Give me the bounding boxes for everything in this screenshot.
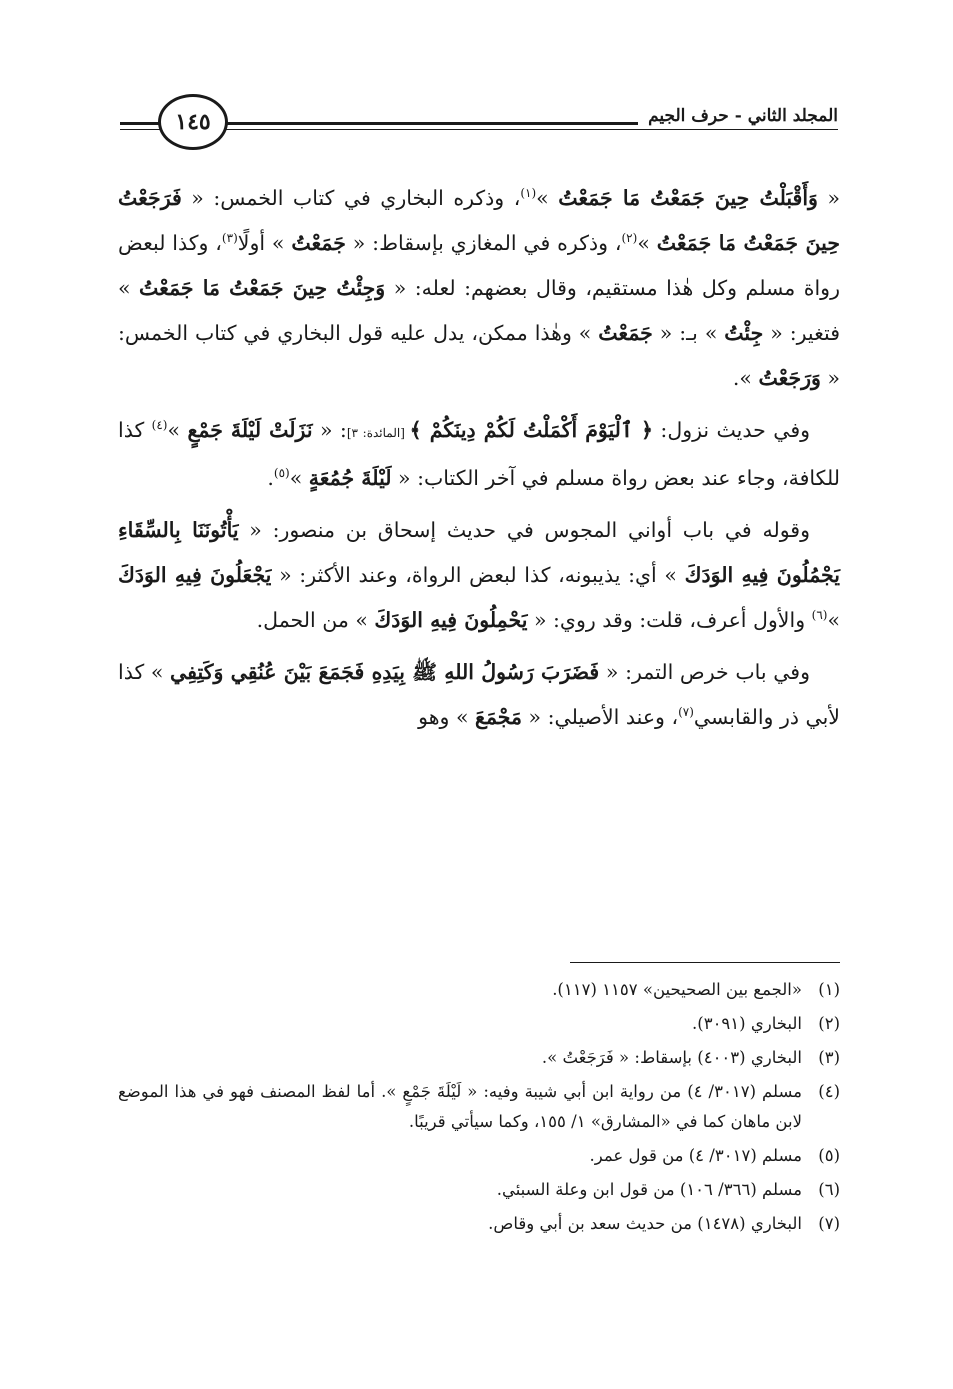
text-run: » وهو [418, 705, 476, 729]
footnote-number: (١) [818, 980, 840, 999]
text-run: وقوله في باب أواني المجوس في حديث إسحاق بن منصور: « [238, 518, 811, 542]
footnote-3 [118, 1043, 840, 1073]
verse-reference: [المائدة: ٣] [346, 426, 410, 440]
footnote-text: «الجمع بين الصحيحين» ١١٥٧ (١١٧). [552, 980, 802, 999]
text-run: وفي حديث نزول: [653, 418, 811, 442]
quoted-wording: فَضَرَبَ رَسُولُ اللهِ ﷺ بِيَدِهِ فَجَمَعَ بَيْنَ عُنُقِي وَكَتِفِي [170, 660, 600, 684]
text-run: ، وعند الأصيلي: « [522, 705, 679, 729]
quoted-wording: وَرَجَعْتُ [758, 366, 821, 390]
quoted-wording: وَأَقْبَلْتُ حِينَ جَمَعْتُ مَا جَمَعْتُ [558, 186, 818, 210]
text-run: ». [732, 366, 759, 390]
text-run: ، وذكره في المغازي بإسقاط: « [345, 231, 622, 255]
text-run: . [267, 466, 274, 490]
quoted-wording: جَمَعْتُ [598, 321, 653, 345]
footnote-text: البخاري (١٤٧٨) من حديث سعد بن أبي وقاص. [488, 1214, 802, 1233]
text-run: كذا للكافة، وجاء عند بعض رواة مسلم في آخر الكتاب: « [118, 418, 840, 490]
running-title: المجلد الثاني - حرف الجيم [638, 106, 838, 126]
quoted-wording: جِئْتُ [724, 321, 764, 345]
footnote-text: مسلم (٣٦٦/ ١٠٦) من قول ابن وعلة السبئي. [496, 1180, 802, 1199]
footnote-7 [118, 1209, 840, 1239]
paragraph-3 [118, 508, 840, 643]
text-run: : « [312, 418, 347, 442]
footnote-5 [118, 1141, 840, 1171]
footnote-text: مسلم (٣٠١٧/ ٤) من قول عمر. [589, 1146, 802, 1165]
page-number: ١٤٥ [158, 94, 228, 150]
footnote-number: (٢) [818, 1014, 840, 1033]
footnote-text: البخاري (٤٠٠٣) بإسقاط: « فَرَجَعْتُ ». [541, 1048, 802, 1067]
footnote-6 [118, 1175, 840, 1205]
text-run: « [817, 186, 840, 210]
text-run: ، وكذا لبعض رواة مسلم وكل هٰذا مستقيم، وقال بعضهم: لعله: « [118, 231, 840, 300]
footnote-marker: (٥) [273, 466, 290, 481]
main-text [118, 176, 840, 747]
footnote-text: مسلم (٣٠١٧/ ٤) من رواية ابن أبي شيبة وفيه: « لَيْلَةَ جَمْعٍ ». أما لفظ المصنف فهو في هذا الموضع لابن ماهان كما في «المشارق» ١/ ١٥٥، وكما سيأتي قريبًا. [118, 1082, 802, 1131]
text-run: وفي باب خرص التمر: « [599, 660, 810, 684]
text-run: » أولًا [237, 231, 292, 255]
footnote-number: (٣) [818, 1048, 840, 1067]
footnote-text: البخاري (٣٠٩١). [692, 1014, 802, 1033]
paragraph-1 [118, 176, 840, 401]
footnote-marker: (٤) [151, 418, 168, 433]
quoted-wording: مَجْمَعَ [475, 705, 523, 729]
footnote-4 [118, 1077, 840, 1137]
text-run: ، وذكره البخاري في كتاب الخمس: « [181, 186, 521, 210]
footnote-marker: (١) [520, 186, 537, 201]
footnote-separator [570, 962, 840, 963]
text-run: » من الحمل. [256, 608, 375, 632]
text-run: » [637, 231, 657, 255]
footnote-number: (٥) [818, 1146, 840, 1165]
footnote-number: (٦) [818, 1180, 840, 1199]
footnote-marker: (٣) [221, 231, 238, 246]
quoted-wording: يَأْتُونَنَا بِالسِّقَاءِ يَجْمُلُونَ فِيهِ الوَدَكَ [118, 518, 840, 587]
quoted-wording: يَجْعَلُونَ فِيهِ الوَدَكَ [118, 563, 272, 587]
paragraph-2 [118, 408, 840, 501]
text-run: » [827, 608, 840, 632]
footnote-number: (٧) [818, 1214, 840, 1233]
quoted-wording: وَجِئْتُ حِينَ جَمَعْتُ مَا جَمَعْتُ [139, 276, 386, 300]
text-run: والأول أعرف، قلت: وقد روي: « [527, 608, 812, 632]
text-run: » [167, 418, 188, 442]
footnote-number: (٤) [818, 1082, 840, 1101]
footnotes [118, 975, 840, 1243]
text-run: » وهٰذا ممكن، يدل عليه قول البخاري في كتاب الخمس: « [118, 321, 840, 390]
quoted-wording: لَيْلَةَ جُمُعَةٍ [308, 466, 392, 490]
quran-verse: ﴿ ٱلْيَوْمَ أَكْمَلْتُ لَكُمْ دِينَكُمْ ﴾ [409, 418, 653, 442]
text-run: » بـ: « [652, 321, 725, 345]
quoted-wording: فَرَجَعْتُ حِينَ جَمَعْتُ مَا جَمَعْتُ [118, 186, 840, 255]
paragraph-4 [118, 650, 840, 740]
footnote-marker: (٦) [811, 608, 828, 623]
text-run: » كذا لأبي ذر والقابسي [118, 660, 840, 729]
footnote-marker: (٧) [678, 705, 694, 720]
footnote-2 [118, 1009, 840, 1039]
quoted-wording: يَحْمِلُونَ فِيهِ الوَدَكَ [374, 608, 528, 632]
footnote-1 [118, 975, 840, 1005]
text-run: » فتغير: « [118, 276, 840, 345]
text-run: » [289, 466, 309, 490]
quoted-wording: نَزَلَتْ لَيْلَةَ جَمْعٍ [187, 418, 313, 442]
text-run: » [536, 186, 559, 210]
quoted-wording: جَمَعْتُ [291, 231, 346, 255]
footnote-marker: (٢) [621, 231, 638, 246]
page-header [120, 92, 838, 154]
text-run: » أي: يذيبونه، كذا لبعض الرواة، وعند الأكثر: « [271, 563, 685, 587]
